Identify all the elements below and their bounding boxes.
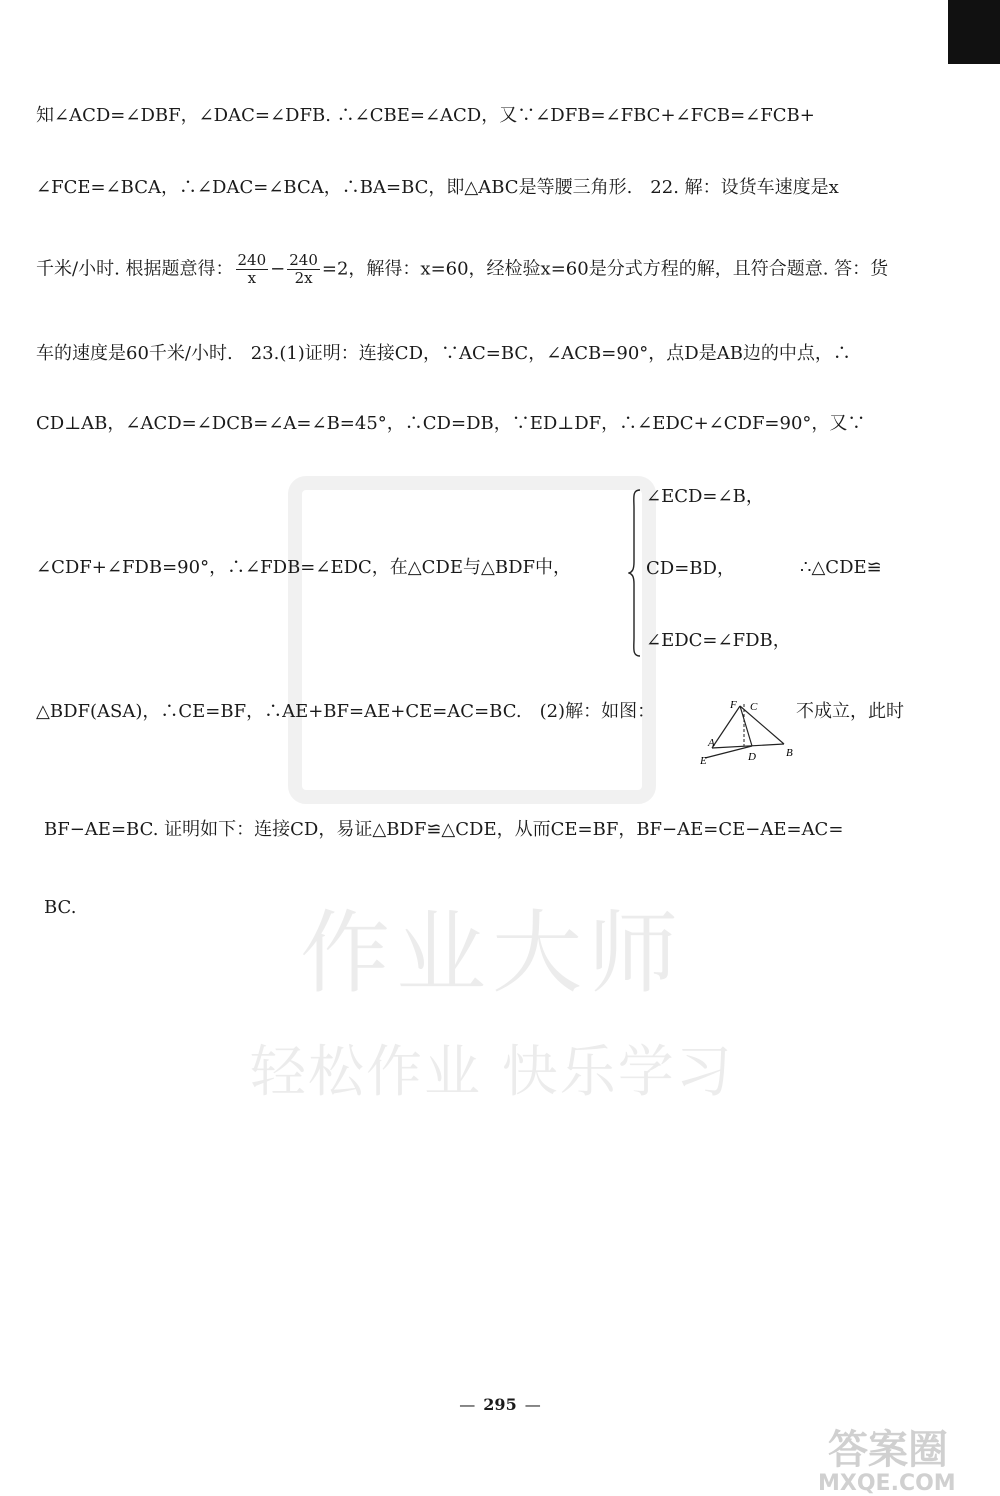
figure-label-d: D (748, 751, 756, 763)
watermark-frame (288, 476, 656, 804)
corner-logo-title: 答案圈 (828, 1427, 948, 1473)
system-line-1: ∠ECD=∠B， (646, 486, 764, 507)
text-line-6-prefix: ∠CDF+∠FDB=90°，∴∠FDB=∠EDC，在△CDE与△BDF中， (36, 557, 571, 578)
figure-label-f: F (730, 699, 737, 711)
figure-label-c: C (750, 701, 758, 713)
text-line-2: ∠FCE=∠BCA，∴∠DAC=∠BCA，∴BA=BC，即△ABC是等腰三角形. 22. 解：设货车速度是x (36, 177, 839, 198)
text-line-7-prefix: △BDF(ASA)，∴CE=BF，∴AE+BF=AE+CE=AC=BC. (2)解：如图： (36, 701, 656, 722)
text-line-6-suffix: ∴△CDE≌ (800, 557, 882, 578)
fraction-1-numerator: 240 (237, 251, 267, 269)
text-line-7-suffix: 不成立，此时 (796, 701, 904, 722)
fraction-2-numerator: 240 (289, 251, 318, 269)
fraction-2 (287, 252, 320, 287)
fraction-2-denominator: 2x (294, 269, 313, 287)
fraction-1-denominator: x (247, 269, 257, 287)
page-number-value: 295 (483, 1395, 517, 1414)
corner-logo-url: MXQE.COM (818, 1471, 956, 1496)
page-dash-left: — (459, 1395, 476, 1414)
text-line-3-prefix: 千米/小时. 根据题意得： (36, 258, 234, 280)
minus-sign: − (270, 258, 286, 280)
page-number (0, 1395, 1000, 1414)
figure-label-e: E (700, 755, 707, 766)
watermark-title: 作业大师 (300, 901, 684, 1006)
page-dash-right: — (524, 1395, 541, 1414)
corner-logo (818, 1428, 956, 1496)
text-line-8: BF−AE=BC. 证明如下：连接CD，易证△BDF≌△CDE，从而CE=BF，BF−AE=CE−AE=AC= (44, 819, 844, 840)
text-line-3 (36, 252, 888, 287)
text-line-3-suffix: =2，解得：x=60，经检验x=60是分式方程的解，且符合题意. 答：货 (321, 258, 889, 280)
figure-label-b: B (786, 747, 793, 759)
fraction-1 (236, 252, 269, 287)
corner-tab (948, 0, 1000, 64)
watermark-subtitle: 轻松作业 快乐学习 (250, 1040, 734, 1105)
system-line-2: CD=BD， (646, 558, 735, 579)
figure-label-a: A (708, 737, 715, 749)
text-line-4: 车的速度是60千米/小时. 23.(1)证明：连接CD，∵AC=BC，∠ACB=90°，点D是AB边的中点，∴ (36, 343, 851, 364)
text-line-5: CD⊥AB，∠ACD=∠DCB=∠A=∠B=45°，∴CD=DB，∵ED⊥DF，∴∠EDC+∠CDF=90°，又∵ (36, 413, 866, 434)
text-line-9: BC. (44, 897, 77, 918)
equation-brace (628, 488, 642, 658)
geometry-figure (700, 696, 796, 766)
system-line-3: ∠EDC=∠FDB， (646, 630, 791, 651)
text-line-1: 知∠ACD=∠DBF，∠DAC=∠DFB. ∴∠CBE=∠ACD，又∵∠DFB=∠FBC+∠FCB=∠FCB+ (36, 105, 815, 126)
